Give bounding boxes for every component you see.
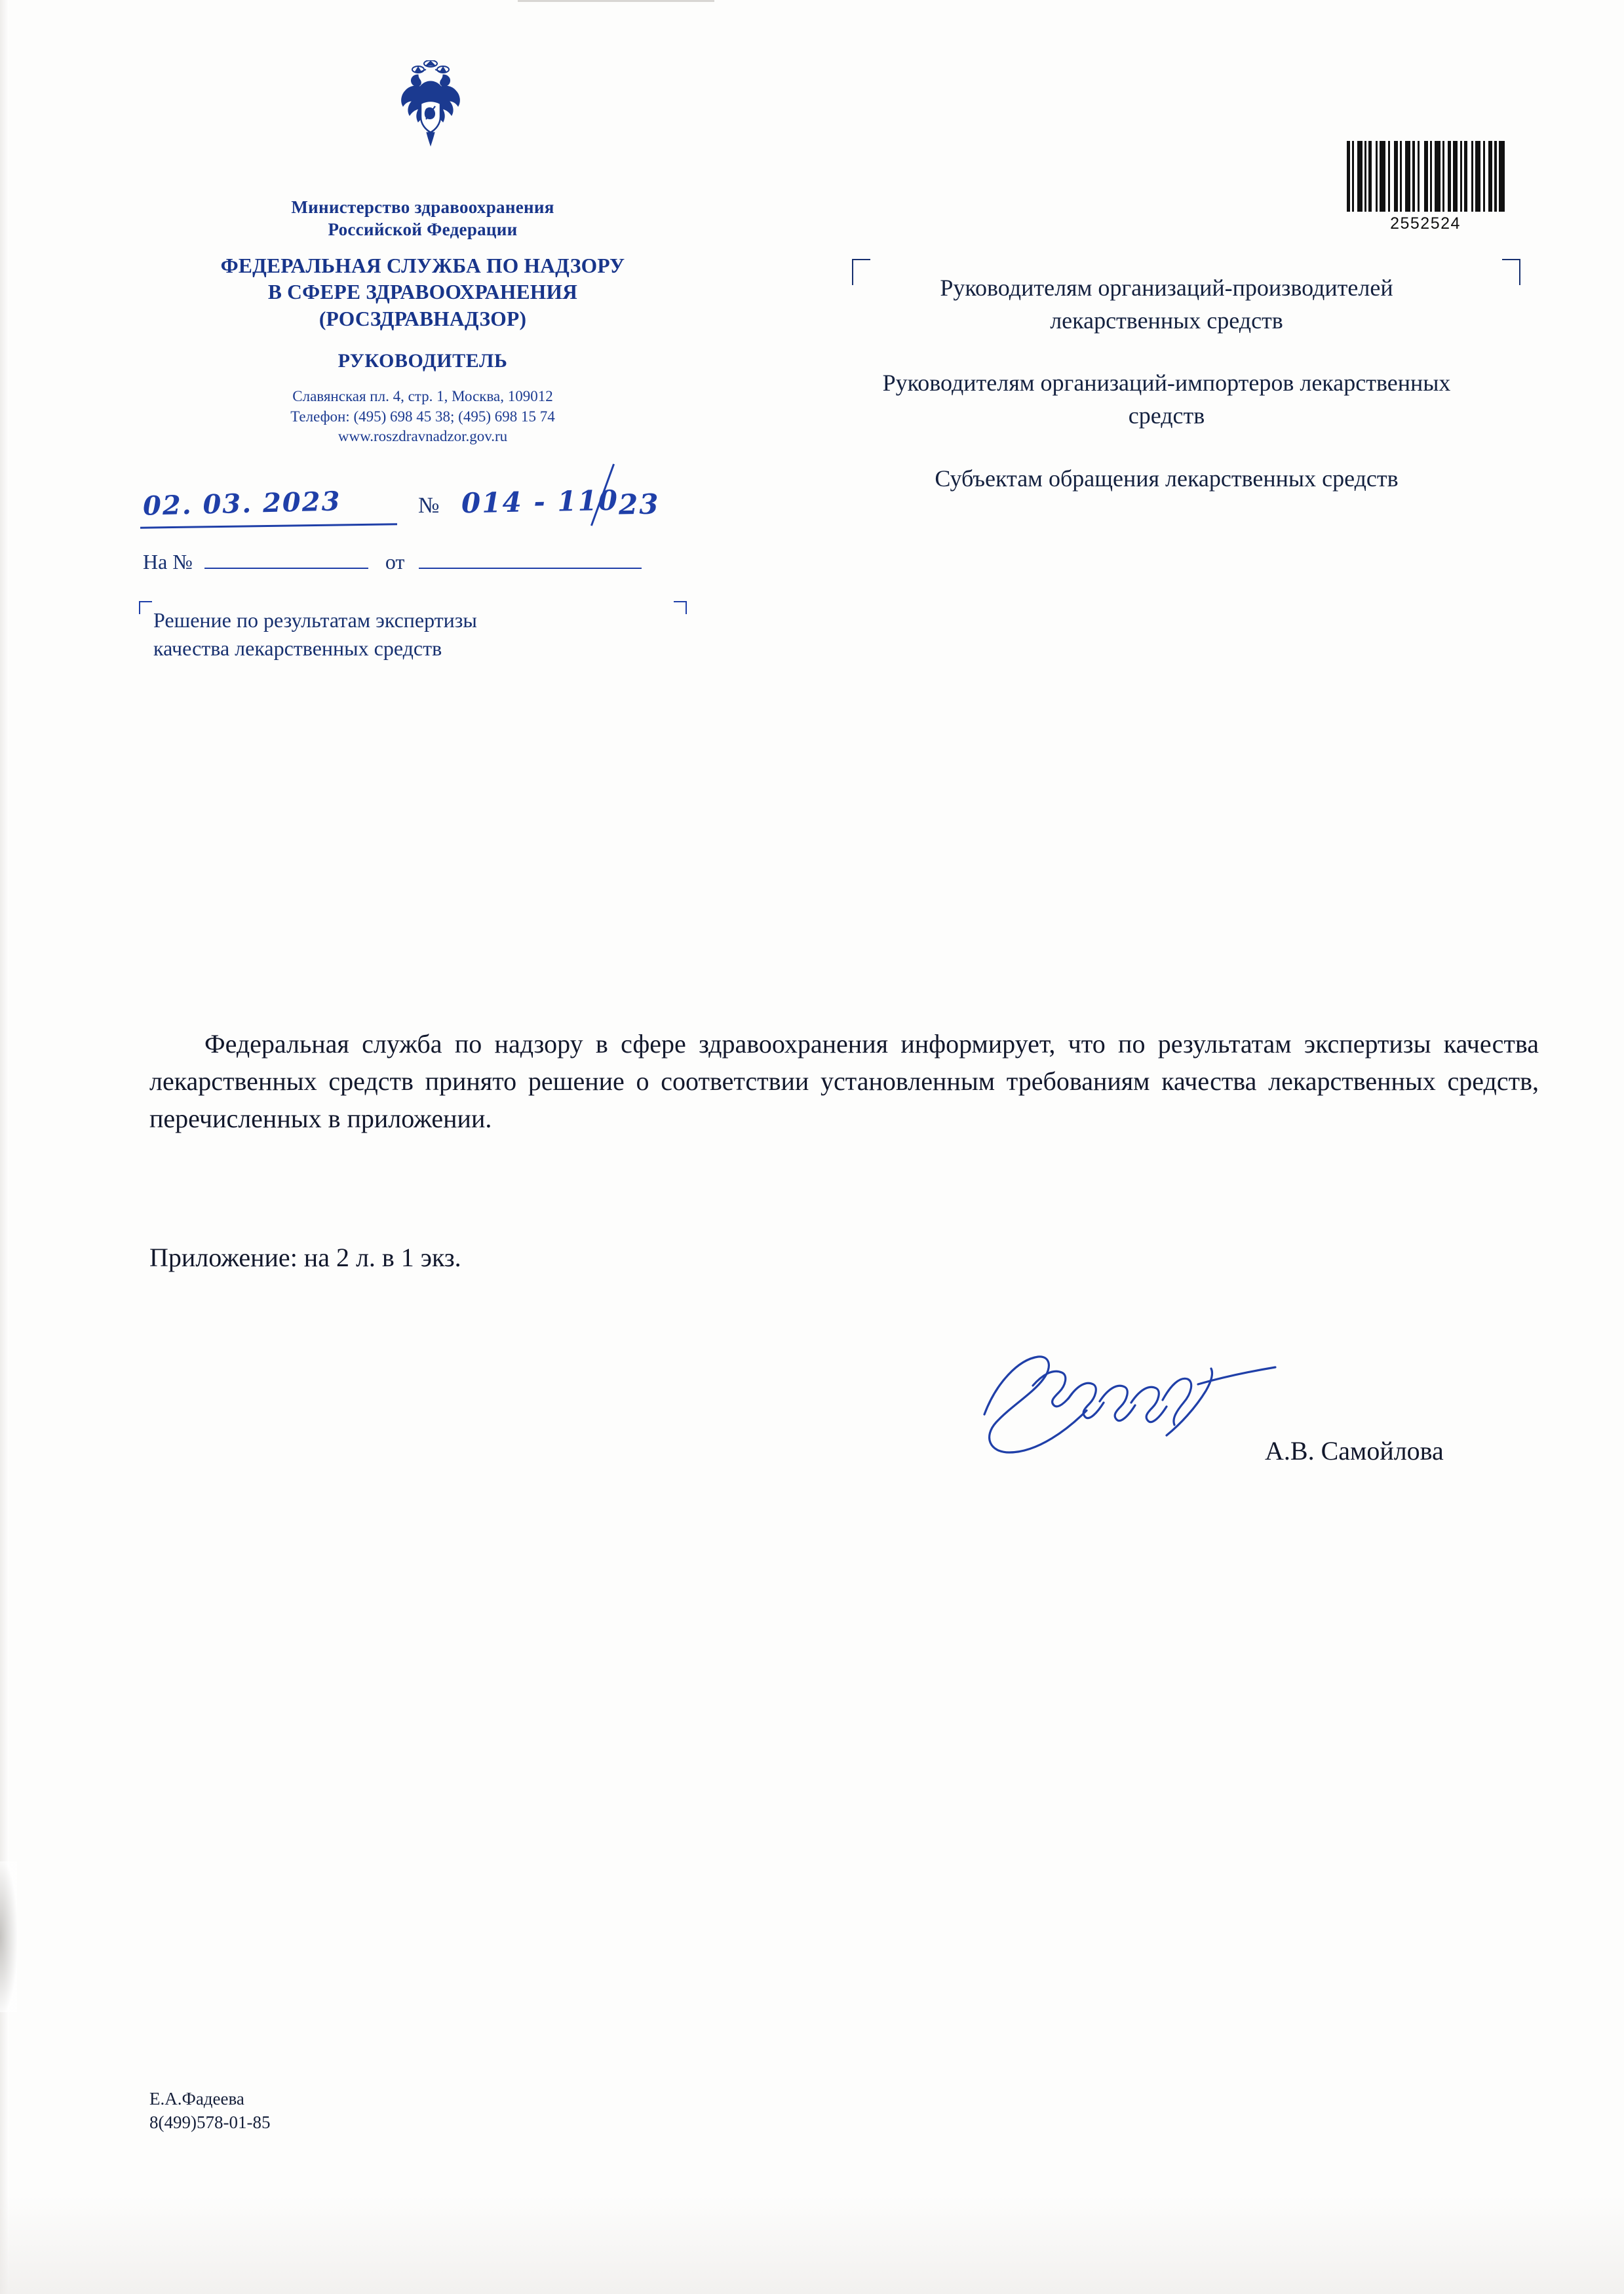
subject-corner-top-left <box>139 601 152 614</box>
registration-number-suffix-handwritten: 23 <box>618 488 660 521</box>
signer-name: А.В. Самойлова <box>1265 1436 1444 1466</box>
ministry-line-1: Министерство здравоохранения <box>291 197 554 217</box>
barcode-number: 2552524 <box>1390 214 1461 233</box>
attachment-note: Приложение: на 2 л. в 1 экз. <box>149 1243 461 1272</box>
letter-body <box>149 1026 1539 1137</box>
registration-line <box>142 484 733 528</box>
number-label: № <box>418 494 440 518</box>
position-title: РУКОВОДИТЕЛЬ <box>338 350 508 372</box>
reply-reference-line <box>143 549 733 574</box>
addressee-item-2: Руководителям организаций-импортеров лекарственных средств <box>882 370 1451 429</box>
executor-block <box>149 2088 270 2134</box>
service-line-3: (РОСЗДРАВНАДЗОР) <box>319 307 527 331</box>
executor-name: Е.А.Фадеева <box>149 2089 244 2109</box>
addressee-block <box>872 272 1461 495</box>
reply-date-rule <box>419 549 642 569</box>
addressee-item-3: Субъектам обращения лекарственных средств <box>935 465 1399 492</box>
addressee-corner-left <box>852 259 870 285</box>
letterhead <box>118 197 727 446</box>
reply-date-label: от <box>385 550 405 574</box>
phone-line: Телефон: (495) 698 45 38; (495) 698 15 74 <box>290 408 555 425</box>
service-line-2: В СФЕРЕ ЗДРАВООХРАНЕНИЯ <box>267 281 578 304</box>
website-line: www.roszdravnadzor.gov.ru <box>338 428 508 445</box>
reply-ref-rule <box>204 549 368 569</box>
double-headed-eagle-emblem-icon <box>388 60 473 159</box>
scan-bottom-shadow-artifact <box>0 2196 1624 2294</box>
body-paragraph-1: Федеральная служба по надзору в сфере здравоохранения информирует, что по результатам экспертизы качества лекарственных средств принято решение о соответствии установленным требованиям качества лекарственных средств, перечисленных в приложении. <box>149 1029 1539 1133</box>
subject-line-2: качества лекарственных средств <box>153 636 442 660</box>
subject-block <box>149 606 726 662</box>
addressee-corner-right <box>1502 259 1520 285</box>
barcode-icon <box>1337 141 1514 212</box>
scan-blotch-artifact <box>0 1861 17 2012</box>
addressee-item-1: Руководителям организаций-производителей лекарственных средств <box>940 275 1393 334</box>
barcode-block <box>1337 141 1514 233</box>
executor-phone: 8(499)578-01-85 <box>149 2112 271 2132</box>
address-line: Славянская пл. 4, стр. 1, Москва, 109012 <box>292 388 553 405</box>
subject-corner-top-right <box>674 601 687 614</box>
service-line-1: ФЕДЕРАЛЬНАЯ СЛУЖБА ПО НАДЗОРУ <box>220 254 625 277</box>
registration-date-underline <box>140 523 397 528</box>
reply-ref-label: На № <box>143 550 193 574</box>
signature-block <box>970 1337 1560 1507</box>
handwritten-signature-icon <box>970 1337 1285 1481</box>
registration-number-handwritten: 014 - 110 <box>461 484 619 520</box>
registration-date-handwritten: 02. 03. 2023 <box>142 486 341 522</box>
ministry-line-2: Российской Федерации <box>328 219 518 239</box>
subject-line-1: Решение по результатам экспертизы <box>153 608 477 632</box>
scan-top-line-artifact <box>518 0 714 2</box>
